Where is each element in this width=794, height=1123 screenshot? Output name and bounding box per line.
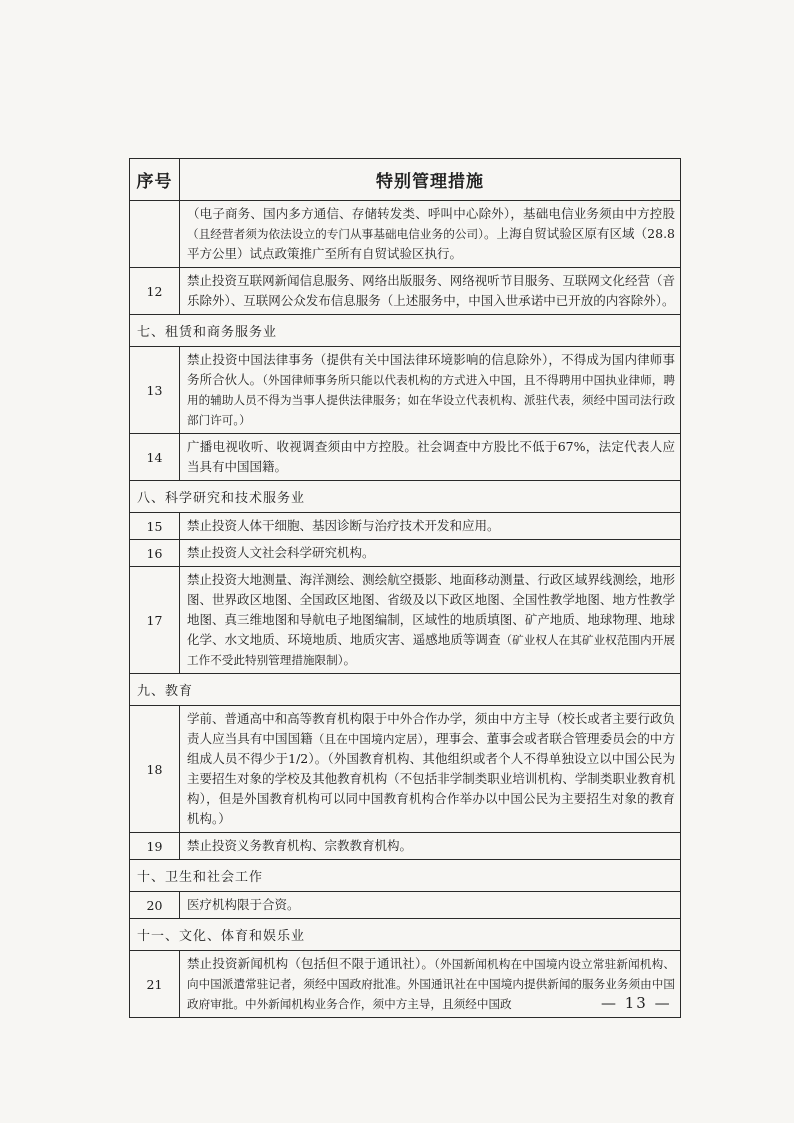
measure-text-cell xyxy=(180,434,681,481)
measure-text: ，理事会、董事会或者联合管理委员会的中方组成人员不得少于1/2）。（外国教育机构、其他组织或者个人不得单独设立以中国公民为主要招生对象的学校及其他教育机构（不包括非学制类职业培训机构、学制类职业教育机构），但是外国教育机构可以同中国教育机构合作举办以中国公民为主要招生对象的教育机构。） xyxy=(187,731,675,826)
section-heading-row xyxy=(130,315,681,347)
table-header-row xyxy=(130,159,681,201)
serial-number: 15 xyxy=(130,513,180,540)
measure-text-cell xyxy=(180,201,681,268)
table-row xyxy=(130,513,681,540)
measure-note: （矿业权人在其矿业权范围内开展工作不受此特别管理措施限制） xyxy=(187,633,675,667)
table-row xyxy=(130,892,681,919)
measure-text: 广播电视收听、收视调查须由中方控股。社会调查中方股比不低于67%，法定代表人应当具有中国国籍。 xyxy=(187,439,675,474)
measure-text: 医疗机构限于合资。 xyxy=(187,897,300,912)
measure-text: 禁止投资新闻机构（包括但不限于通讯社）。 xyxy=(187,956,435,971)
serial-number: 14 xyxy=(130,434,180,481)
table-row xyxy=(130,706,681,833)
measure-text: 禁止投资人文社会科学研究机构。 xyxy=(187,545,375,560)
section-heading: 七、租赁和商务服务业 xyxy=(130,315,681,347)
section-heading-row xyxy=(130,860,681,892)
measure-text: 禁止投资大地测量、海洋测绘、测绘航空摄影、地面移动测量、行政区域界线测绘，地形图、世界政区地图、全国政区地图、省级及以下政区地图、全国性教学地图、地方性教学地图、真三维地图和导航电子地图编制，区域性的地质填图、矿产地质、地球物理、地球化学、水文地质、环境地质、地质灾害、遥感地质等调查 xyxy=(187,572,675,647)
table-row xyxy=(130,347,681,434)
measure-text-cell xyxy=(180,268,681,315)
serial-number xyxy=(130,201,180,268)
measure-text: 学前、普通高中和高等教育机构限于中外合作办学，须由中方主导（校长或者主要行政负责人应当具有中国国籍 xyxy=(187,711,675,746)
measure-note: （外国律师事务所只能以代表机构的方式进入中国，且不得聘用中国执业律师，聘用的辅助人员不得为当事人提供法律服务；如在华设立代表机构、派驻代表，须经中国司法行政部门许可。） xyxy=(187,373,675,427)
serial-number: 17 xyxy=(130,567,180,674)
serial-number: 21 xyxy=(130,951,180,1018)
measure-note: （且在中国境内定居） xyxy=(312,732,424,746)
measure-text: 。上海自贸试验区原有区域（28.8平方公里）试点政策推广至所有自贸试验区执行。 xyxy=(187,226,675,261)
measure-text-cell xyxy=(180,513,681,540)
table-row xyxy=(130,951,681,1018)
section-heading: 八、科学研究和技术服务业 xyxy=(130,481,681,513)
serial-number: 12 xyxy=(130,268,180,315)
measure-text: 禁止投资中国法律事务（提供有关中国法律环境影响的信息除外），不得成为国内律师事务所合伙人。 xyxy=(187,352,675,387)
table-row xyxy=(130,540,681,567)
measure-text-cell xyxy=(180,540,681,567)
header-serial-number: 序号 xyxy=(130,159,180,201)
table-row xyxy=(130,434,681,481)
section-heading-row xyxy=(130,919,681,951)
table-row xyxy=(130,833,681,860)
measure-text: 禁止投资互联网新闻信息服务、网络出版服务、网络视听节目服务、互联网文化经营（音乐除外）、互联网公众发布信息服务（上述服务中，中国入世承诺中已开放的内容除外）。 xyxy=(187,273,675,308)
measure-text-cell xyxy=(180,567,681,674)
page-number: — 13 — xyxy=(601,994,672,1012)
table-row xyxy=(130,201,681,268)
measures-table xyxy=(129,158,681,1018)
serial-number: 16 xyxy=(130,540,180,567)
measure-text-cell xyxy=(180,892,681,919)
section-heading-row xyxy=(130,674,681,706)
serial-number: 20 xyxy=(130,892,180,919)
measure-text-cell xyxy=(180,347,681,434)
table-row xyxy=(130,268,681,315)
measure-text: 禁止投资人体干细胞、基因诊断与治疗技术开发和应用。 xyxy=(187,518,500,533)
section-heading-row xyxy=(130,481,681,513)
serial-number: 19 xyxy=(130,833,180,860)
section-heading: 九、教育 xyxy=(130,674,681,706)
measure-text-cell xyxy=(180,833,681,860)
serial-number: 18 xyxy=(130,706,180,833)
section-heading: 十、卫生和社会工作 xyxy=(130,860,681,892)
measure-text-cell xyxy=(180,706,681,833)
serial-number: 13 xyxy=(130,347,180,434)
header-special-measures: 特别管理措施 xyxy=(180,159,681,201)
table-row xyxy=(130,567,681,674)
measure-text: （电子商务、国内多方通信、存储转发类、呼叫中心除外），基础电信业务须由中方控股 xyxy=(187,206,675,221)
section-heading: 十一、文化、体育和娱乐业 xyxy=(130,919,681,951)
measure-text: 。 xyxy=(343,652,357,667)
measure-text: 禁止投资义务教育机构、宗教教育机构。 xyxy=(187,838,413,853)
measure-note: （且经营者须为依法设立的专门从事基础电信业务的公司） xyxy=(187,227,484,241)
measure-note: （外国新闻机构在中国境内设立常驻新闻机构、向中国派遣常驻记者，须经中国政府批准。外国通讯社在中国境内提供新闻的服务业务须由中国政府审批。中外新闻机构业务合作，须中方主导，且须经中国政 xyxy=(187,957,675,1011)
